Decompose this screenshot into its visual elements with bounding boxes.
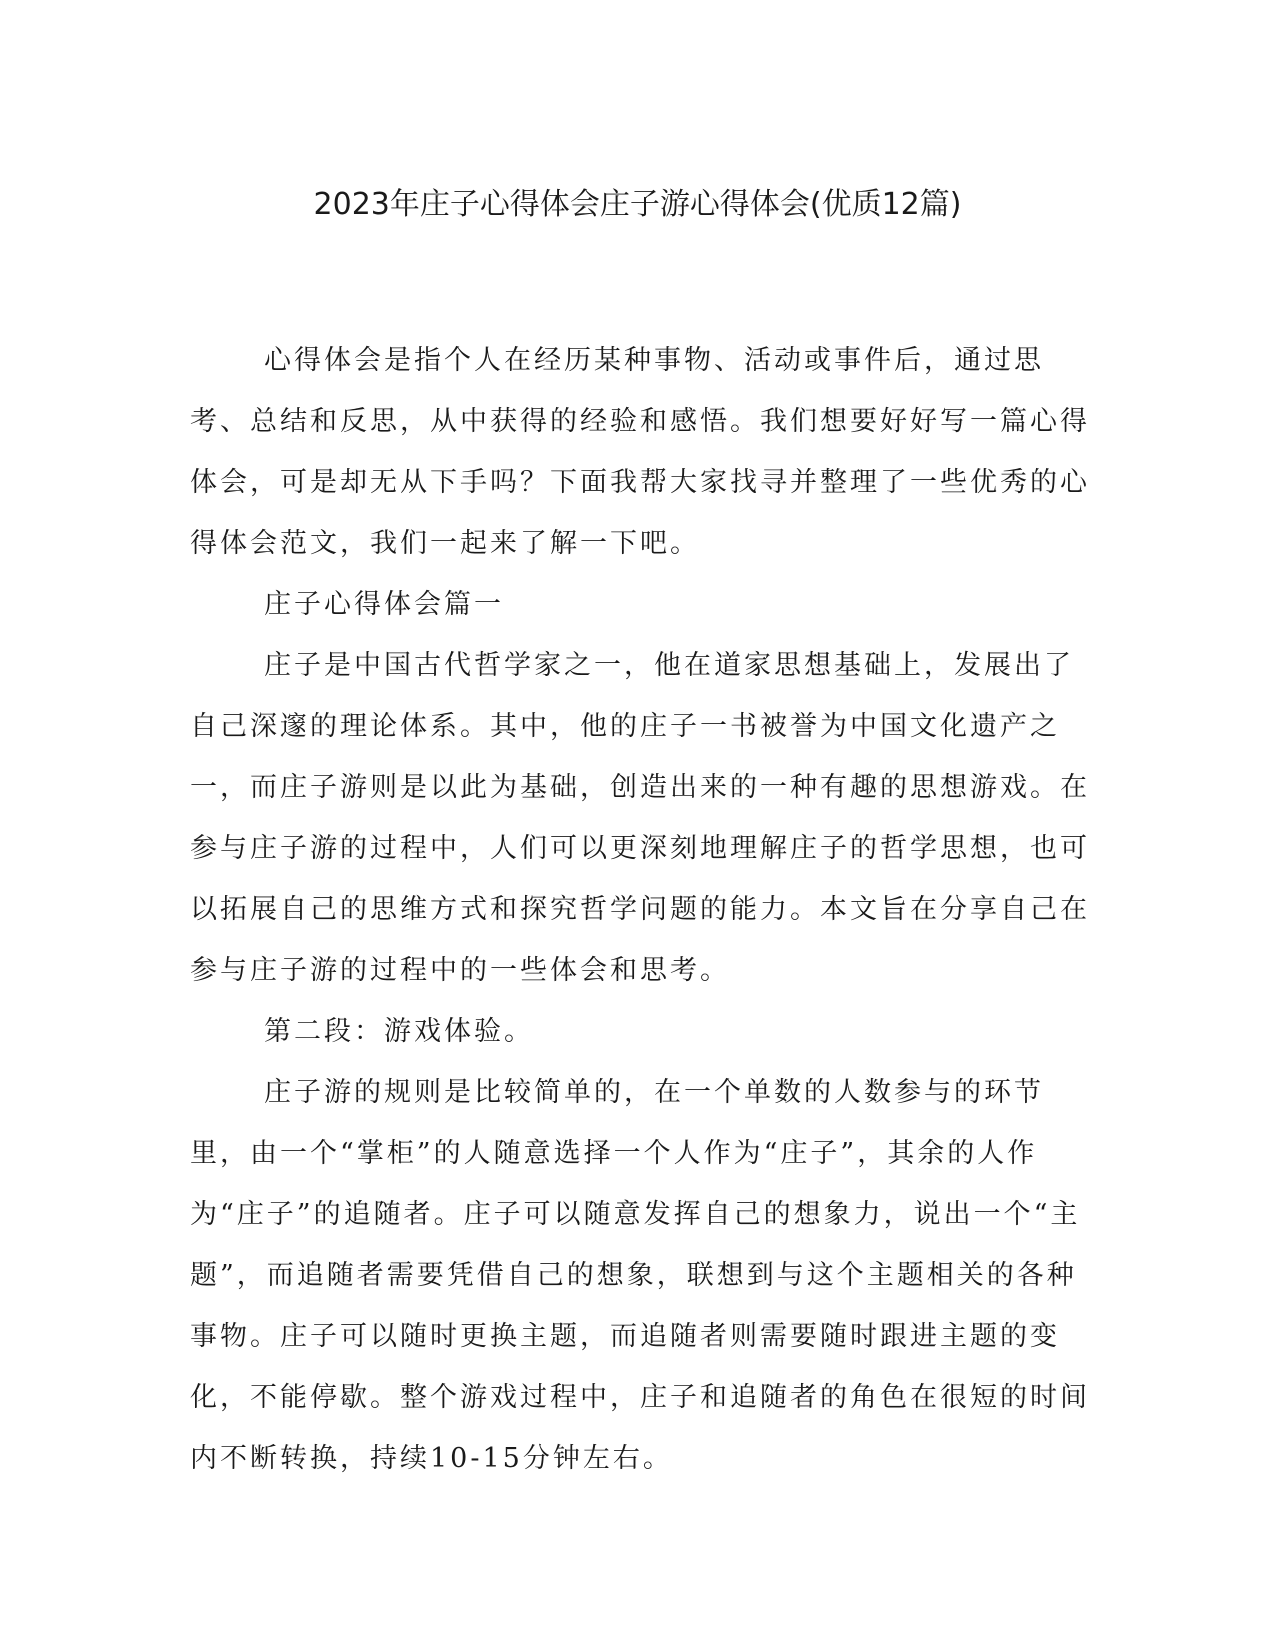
paragraph-part-one: 庄子是中国古代哲学家之一，他在道家思想基础上，发展出了自己深邃的理论体系。其中，他的庄子一书被誉为中国文化遗产之一，而庄子游则是以此为基础，创造出来的一种有趣的思想游戏。在参与庄子游的过程中，人们可以更深刻地理解庄子的哲学思想，也可以拓展自己的思维方式和探究哲学问题的能力。本文旨在分享自己在参与庄子游的过程中的一些体会和思考。 [190,650,1090,986]
document-title: 2023年庄子心得体会庄子游心得体会(优质12篇) [313,187,962,222]
document-body [190,330,1090,1489]
paragraph-intro: 心得体会是指个人在经历某种事物、活动或事件后，通过思考、总结和反思，从中获得的经验和感悟。我们想要好好写一篇心得体会，可是却无从下手吗？下面我帮大家找寻并整理了一些优秀的心得体会范文，我们一起来了解一下吧。 [190,345,1090,559]
paragraph-game-rules: 庄子游的规则是比较简单的，在一个单数的人数参与的环节里，由一个“掌柜”的人随意选择一个人作为“庄子”，其余的人作为“庄子”的追随者。庄子可以随意发挥自己的想象力，说出一个“主题”，而追随者需要凭借自己的想象，联想到与这个主题相关的各种事物。庄子可以随时更换主题，而追随者则需要随时跟进主题的变化，不能停歇。整个游戏过程中，庄子和追随者的角色在很短的时间内不断转换，持续10-15分钟左右。 [190,1077,1090,1474]
section-heading-part-one: 庄子心得体会篇一 [264,589,504,620]
section-heading-game-experience: 第二段：游戏体验。 [264,1016,534,1047]
